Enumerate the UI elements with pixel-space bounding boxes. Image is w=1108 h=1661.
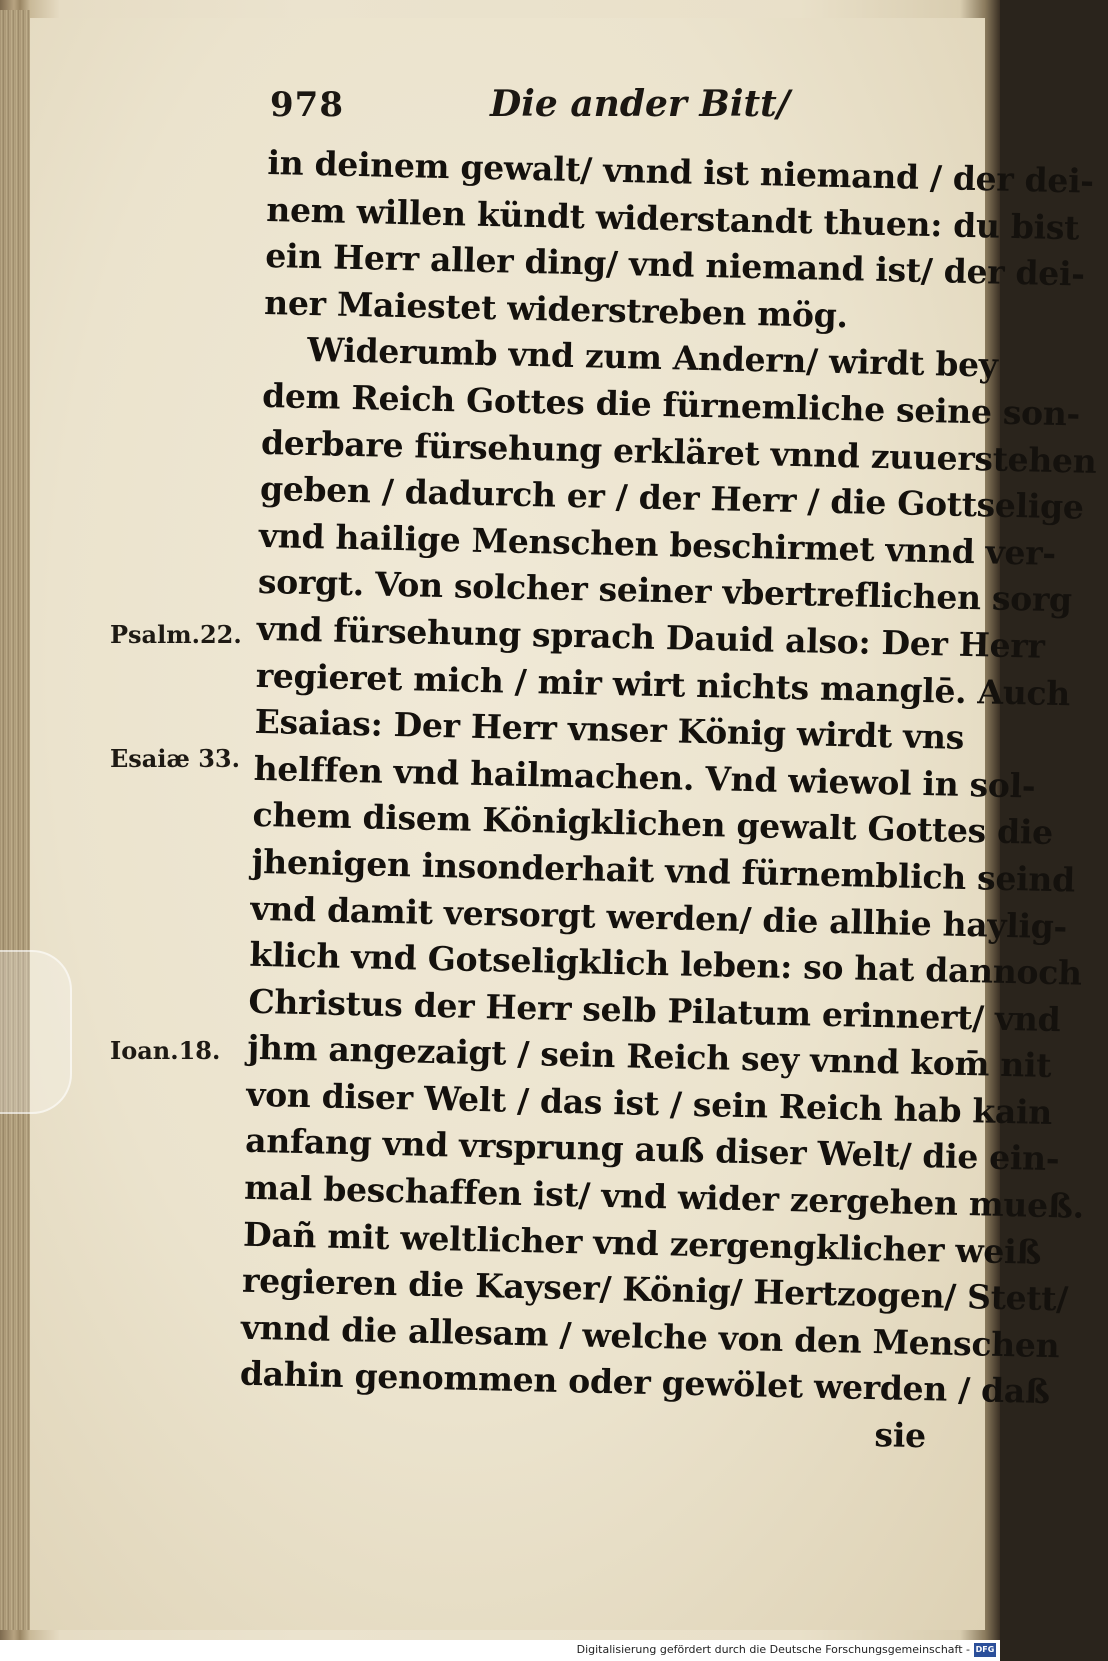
text-line: mal beschaffen ist/ vnd wider zergehen mueß. — [243, 1167, 1085, 1226]
page-header — [270, 75, 960, 135]
text-line: vnd fürsehung sprach Dauid also: Der Herr — [256, 608, 1045, 666]
digitization-credit: Digitalisierung gefördert durch die Deutsche Forschungsgemeinschaft - — [576, 1643, 970, 1656]
margin-note-psalm: Psalm.22. — [110, 620, 242, 649]
text-line: in deinem gewalt/ vnnd ist niemand / der dei- — [267, 142, 1095, 201]
text-line: sorgt. Von solcher seiner vbertreflichen sorg — [257, 562, 1073, 620]
text-line: Dañ mit weltlicher vnd zergengklicher weiß — [242, 1214, 1042, 1272]
page-number: 978 — [270, 85, 344, 125]
text-line: Christus der Herr selb Pilatum erinnert/ vnd — [248, 981, 1061, 1039]
footer-bar — [0, 1640, 1000, 1661]
text-line: anfang vnd vrsprung auß diser Welt/ die ein- — [244, 1121, 1060, 1179]
text-line: chem disem Königklichen gewalt Gottes die — [252, 795, 1054, 853]
text-line: klich vnd Gotseligklich leben: so hat dannoch — [249, 934, 1083, 993]
text-line: dem Reich Gottes die fürnemliche seine son- — [261, 375, 1081, 434]
text-line: vnd damit versorgt werden/ die allhie haylig- — [250, 888, 1068, 946]
text-line: helffen vnd hailmachen. Vnd wiewol in sol- — [253, 748, 1036, 806]
text-line: ner Maiestet widerstreben mög. — [263, 282, 849, 335]
page-clip — [0, 950, 72, 1114]
text-line: ein Herr aller ding/ vnd niemand ist/ der dei- — [264, 236, 1086, 294]
text-line: regieret mich / mir wirt nichts manglē. Auch — [255, 655, 1071, 713]
margin-note-esaias: Esaiæ 33. — [110, 744, 240, 773]
text-line: dahin genommen oder gewölet werden / daß — [239, 1354, 1051, 1412]
margin-note-ioan: Ioan.18. — [110, 1036, 221, 1065]
catchword: sie — [874, 1415, 927, 1456]
text-line: von diser Welt / das ist / sein Reich hab kain — [245, 1074, 1053, 1132]
dfg-logo: DFG — [974, 1643, 996, 1657]
text-line: vnnd die allesam / welche von den Menschen — [240, 1307, 1060, 1366]
text-line: Widerumb vnd zum Andern/ wirdt bey — [306, 330, 999, 385]
text-line: Esaias: Der Herr vnser König wirdt vns — [254, 701, 965, 758]
text-line: geben / dadurch er / der Herr / die Gottselige — [259, 469, 1085, 527]
text-line: vnd hailige Menschen beschirmet vnnd ver- — [258, 515, 1057, 573]
text-line: derbare fürsehung erkläret vnnd zuuerstehen — [260, 422, 1097, 481]
page-edges — [0, 10, 30, 1630]
text-line: jhm angezaigt / sein Reich sey vnnd kom̄ nit — [246, 1028, 1052, 1086]
text-line: jhenigen insonderhait vnd fürnemblich seind — [251, 841, 1076, 900]
running-head: Die ander Bitt/ — [490, 83, 790, 125]
text-line: nem willen kündt widerstandt thuen: du bist — [265, 189, 1080, 248]
text-line: regieren die Kayser/ König/ Hertzogen/ Stett/ — [241, 1260, 1069, 1319]
body-text — [238, 140, 1097, 1460]
